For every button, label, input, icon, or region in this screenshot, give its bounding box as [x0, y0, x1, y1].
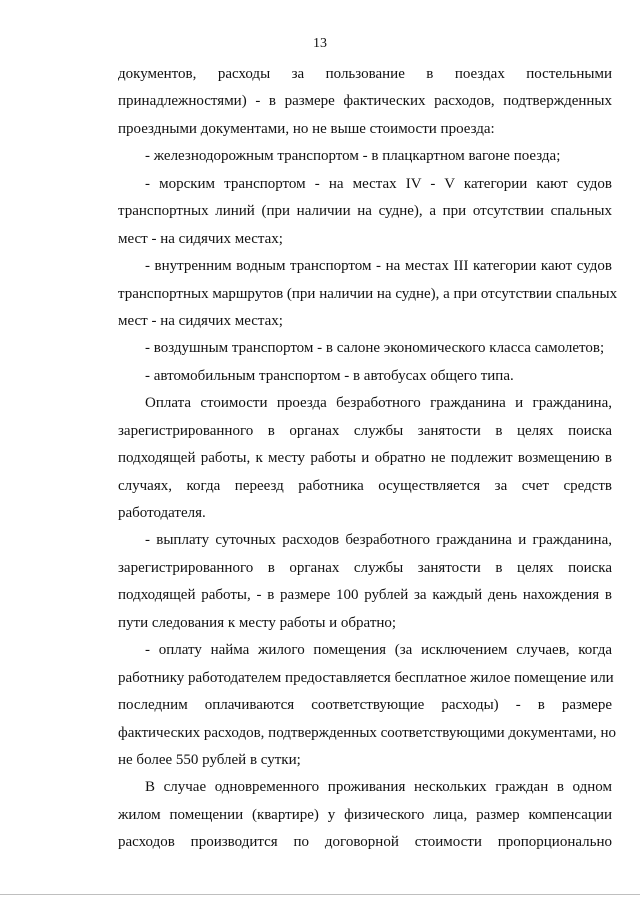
document-line: Оплата стоимости проезда безработного гражданина и гражданина,: [145, 395, 612, 412]
document-line: транспортных маршрутов (при наличии на судне), а при отсутствии спальных: [118, 285, 618, 302]
document-line: зарегистрированного в органах службы занятости в целях поиска: [118, 422, 612, 439]
document-line: мест - на сидячих местах;: [118, 312, 283, 329]
document-line: жилом помещении (квартире) у физического лица, размер компенсации: [118, 806, 612, 823]
document-line: - оплату найма жилого помещения (за исключением случаев, когда: [145, 642, 612, 659]
document-line: подходящей работы, к месту работы и обратно не подлежит возмещению в: [118, 450, 612, 467]
document-line: работнику работодателем предоставляется бесплатное жилое помещение или: [118, 669, 614, 686]
document-line: - воздушным транспортом - в салоне экономического класса самолетов;: [145, 340, 605, 357]
document-line: транспортных линий (при наличии на судне), а при отсутствии спальных: [118, 203, 612, 220]
document-line: зарегистрированного в органах службы занятости в целях поиска: [118, 559, 612, 576]
document-line: - внутренним водным транспортом - на местах III категории кают судов: [145, 258, 612, 275]
document-line: подходящей работы, - в размере 100 рублей за каждый день нахождения в: [118, 587, 612, 604]
document-line: случаях, когда переезд работника осуществляется за счет средств: [118, 477, 612, 494]
document-line: документов, расходы за пользование в поездах постельными: [118, 66, 612, 82]
document-line: - автомобильным транспортом - в автобусах общего типа.: [145, 367, 514, 384]
document-line: принадлежностями) - в размере фактических расходов, подтвержденных: [118, 93, 612, 110]
document-line: не более 550 рублей в сутки;: [118, 751, 301, 768]
document-line: - выплату суточных расходов безработного гражданина и гражданина,: [145, 532, 612, 549]
document-line: мест - на сидячих местах;: [118, 230, 283, 247]
document-line: - железнодорожным транспортом - в плацкартном вагоне поезда;: [145, 148, 561, 165]
page-number: 13: [313, 36, 327, 51]
document-line: пути следования к месту работы и обратно;: [118, 614, 397, 631]
document-line: расходов производится по договорной стоимости пропорционально: [118, 834, 612, 851]
document-line: последним оплачиваются соответствующие расходы) - в размере: [118, 697, 612, 714]
document-line: В случае одновременного проживания нескольких граждан в одном: [145, 779, 612, 796]
document-line: проездными документами, но не выше стоимости проезда:: [118, 120, 495, 137]
page-bottom-rule: [0, 894, 640, 895]
document-line: работодателя.: [118, 505, 206, 521]
document-body: [118, 63, 618, 859]
document-line: фактических расходов, подтвержденных соответствующими документами, но: [118, 724, 617, 741]
document-line: - морским транспортом - на местах IV - V категории кают судов: [145, 175, 612, 192]
